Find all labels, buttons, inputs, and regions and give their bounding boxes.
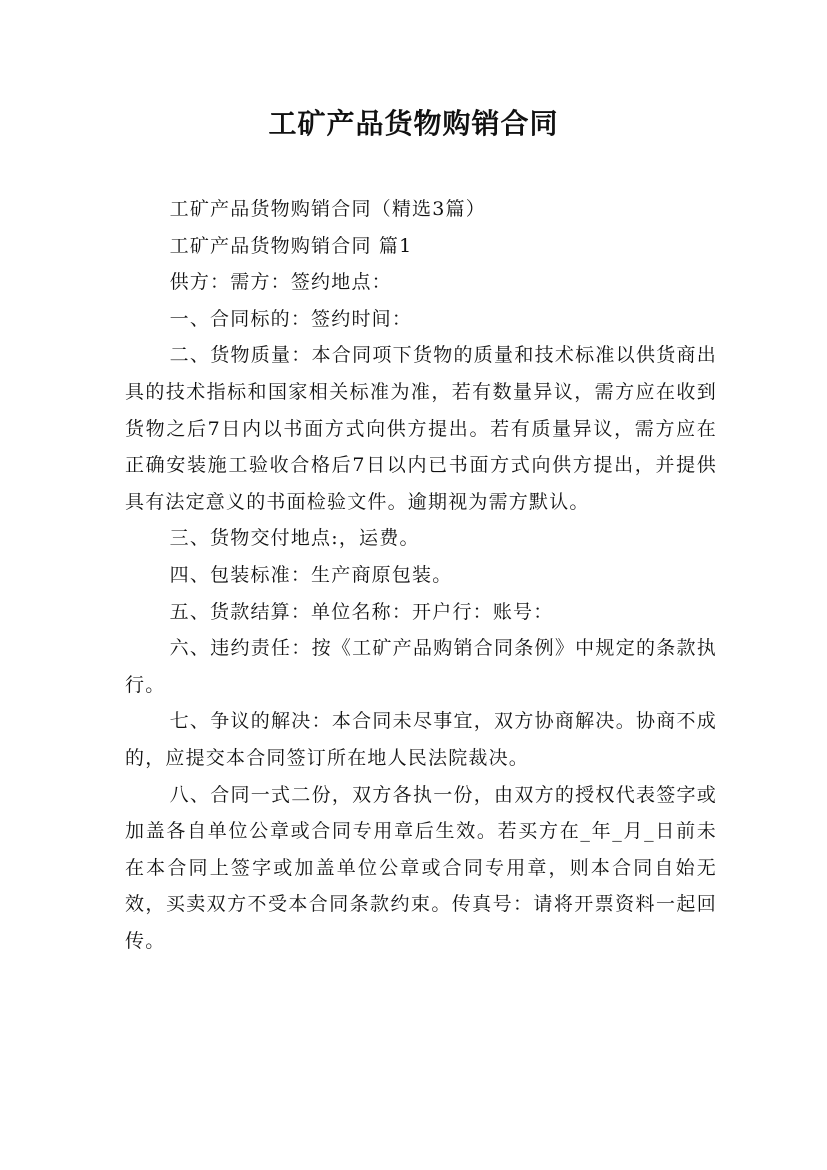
paragraph-clause-3: 三、货物交付地点:，运费。 bbox=[169, 527, 420, 550]
paragraph-clause-4: 四、包装标准：生产商原包装。 bbox=[169, 563, 453, 586]
document-body bbox=[125, 191, 717, 959]
paragraph-clause-6: 六、违约责任：按《工矿产品购销合同条例》中规定的条款执行。 bbox=[125, 637, 717, 696]
paragraph-subtitle: 工矿产品货物购销合同（精选3篇） bbox=[169, 198, 486, 220]
paragraph-section-heading: 工矿产品货物购销合同 篇1 bbox=[169, 234, 413, 257]
paragraph-clause-7: 七、争议的解决：本合同未尽事宜，双方协商解决。协商不成的，应提交本合同签订所在地人民法院裁决。 bbox=[125, 710, 717, 769]
paragraph-parties: 供方：需方：签约地点： bbox=[169, 271, 392, 294]
paragraph-clause-8: 八、合同一式二份，双方各执一份，由双方的授权代表签字或加盖各自单位公章或合同专用章后生效。若买方在_年_月_日前未在本合同上签字或加盖单位公章或合同专用章，则本合同自始无效，买卖双方不受本合同条款约束。传真号：请将开票资料一起回传。 bbox=[125, 783, 717, 952]
paragraph-clause-2: 二、货物质量：本合同项下货物的质量和技术标准以供货商出具的技术指标和国家相关标准为准，若有数量异议，需方应在收到货物之后7日内以书面方式向供方提出。若有质量异议，需方应在正确安装施工验收合格后7日以内已书面方式向供方提出，并提供具有法定意义的书面检验文件。逾期视为需方默认。 bbox=[125, 344, 717, 513]
paragraph-clause-1: 一、合同标的：签约时间： bbox=[169, 307, 413, 330]
paragraph-clause-5: 五、货款结算：单位名称：开户行：账号： bbox=[169, 600, 554, 623]
document-title: 工矿产品货物购销合同 bbox=[268, 107, 559, 140]
